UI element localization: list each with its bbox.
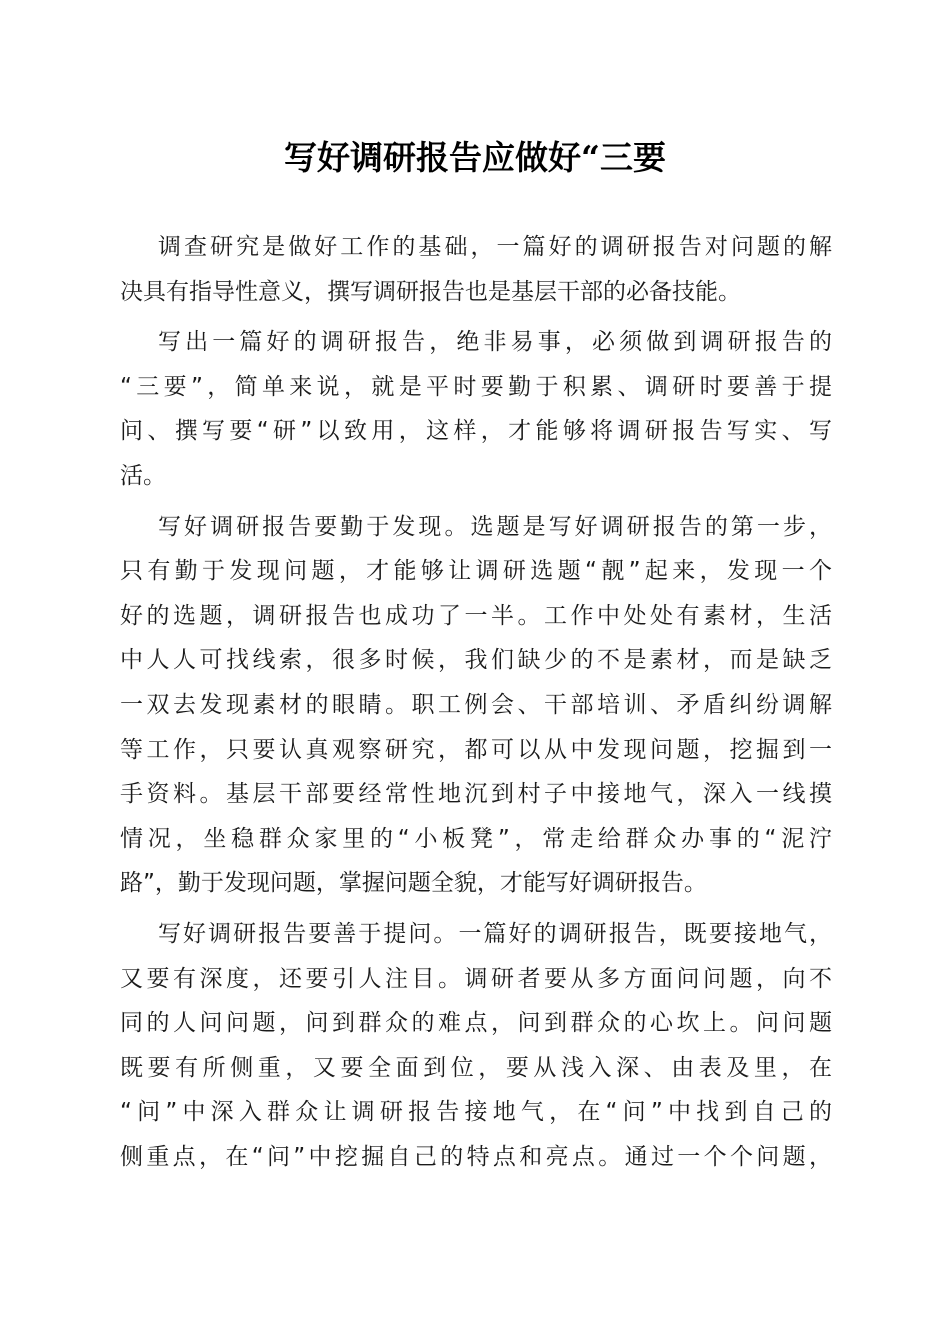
paragraph [120, 505, 832, 906]
paragraph-line: 既要有所侧重，又要全面到位，要从浅入深、由表及里，在 [120, 1054, 832, 1081]
paragraph-line: 等工作，只要认真观察研究，都可以从中发现问题，挖掘到一 [120, 736, 832, 763]
paragraph-line: 只有勤于发现问题，才能够让调研选题“靓”起来，发现一个 [120, 558, 832, 585]
paragraph-line: “三要”，简单来说，就是平时要勤于积累、调研时要善于提 [120, 373, 832, 400]
paragraph-line: 中人人可找线索，很多时候，我们缺少的不是素材，而是缺乏 [120, 647, 832, 674]
paragraph-line: 决具有指导性意义，撰写调研报告也是基层干部的必备技能。 [120, 278, 741, 305]
paragraph-line: “问”中深入群众让调研报告接地气，在“问”中找到自己的 [120, 1099, 832, 1126]
paragraph-line: 写好调研报告要勤于发现。选题是写好调研报告的第一步， [158, 513, 832, 540]
paragraph [120, 320, 832, 498]
paragraph [120, 912, 832, 1180]
paragraph-line: 手资料。基层干部要经常性地沉到村子中接地气，深入一线摸 [120, 781, 832, 808]
paragraph-line: 问、撰写要“研”以致用，这样，才能够将调研报告写实、写 [120, 418, 832, 445]
paragraph-line: 写出一篇好的调研报告，绝非易事，必须做到调研报告的 [158, 329, 832, 356]
document-body [120, 225, 832, 1179]
paragraph-line: 调查研究是做好工作的基础，一篇好的调研报告对问题的解 [158, 234, 832, 260]
paragraph-line: 一双去发现素材的眼睛。职工例会、干部培训、矛盾纠纷调解 [120, 691, 832, 718]
paragraph [120, 225, 832, 314]
paragraph-line: 情况，坐稳群众家里的“小板凳”，常走给群众办事的“泥泞 [120, 825, 832, 852]
document-title: 写好调研报告应做好“三要 [284, 138, 666, 177]
paragraph-line: 路”，勤于发现问题，掌握问题全貌，才能写好调研报告。 [120, 870, 707, 897]
paragraph-line: 同的人问问题，问到群众的难点，问到群众的心坎上。问问题 [120, 1010, 832, 1037]
paragraph-line: 好的选题，调研报告也成功了一半。工作中处处有素材，生活 [120, 602, 832, 629]
paragraph-line: 写好调研报告要善于提问。一篇好的调研报告，既要接地气， [158, 920, 832, 947]
paragraph-line: 又要有深度，还要引人注目。调研者要从多方面问问题，向不 [120, 965, 832, 992]
paragraph-line: 活。 [120, 462, 166, 489]
paragraph-line: 侧重点，在“问”中挖掘自己的特点和亮点。通过一个个问题， [120, 1143, 832, 1170]
